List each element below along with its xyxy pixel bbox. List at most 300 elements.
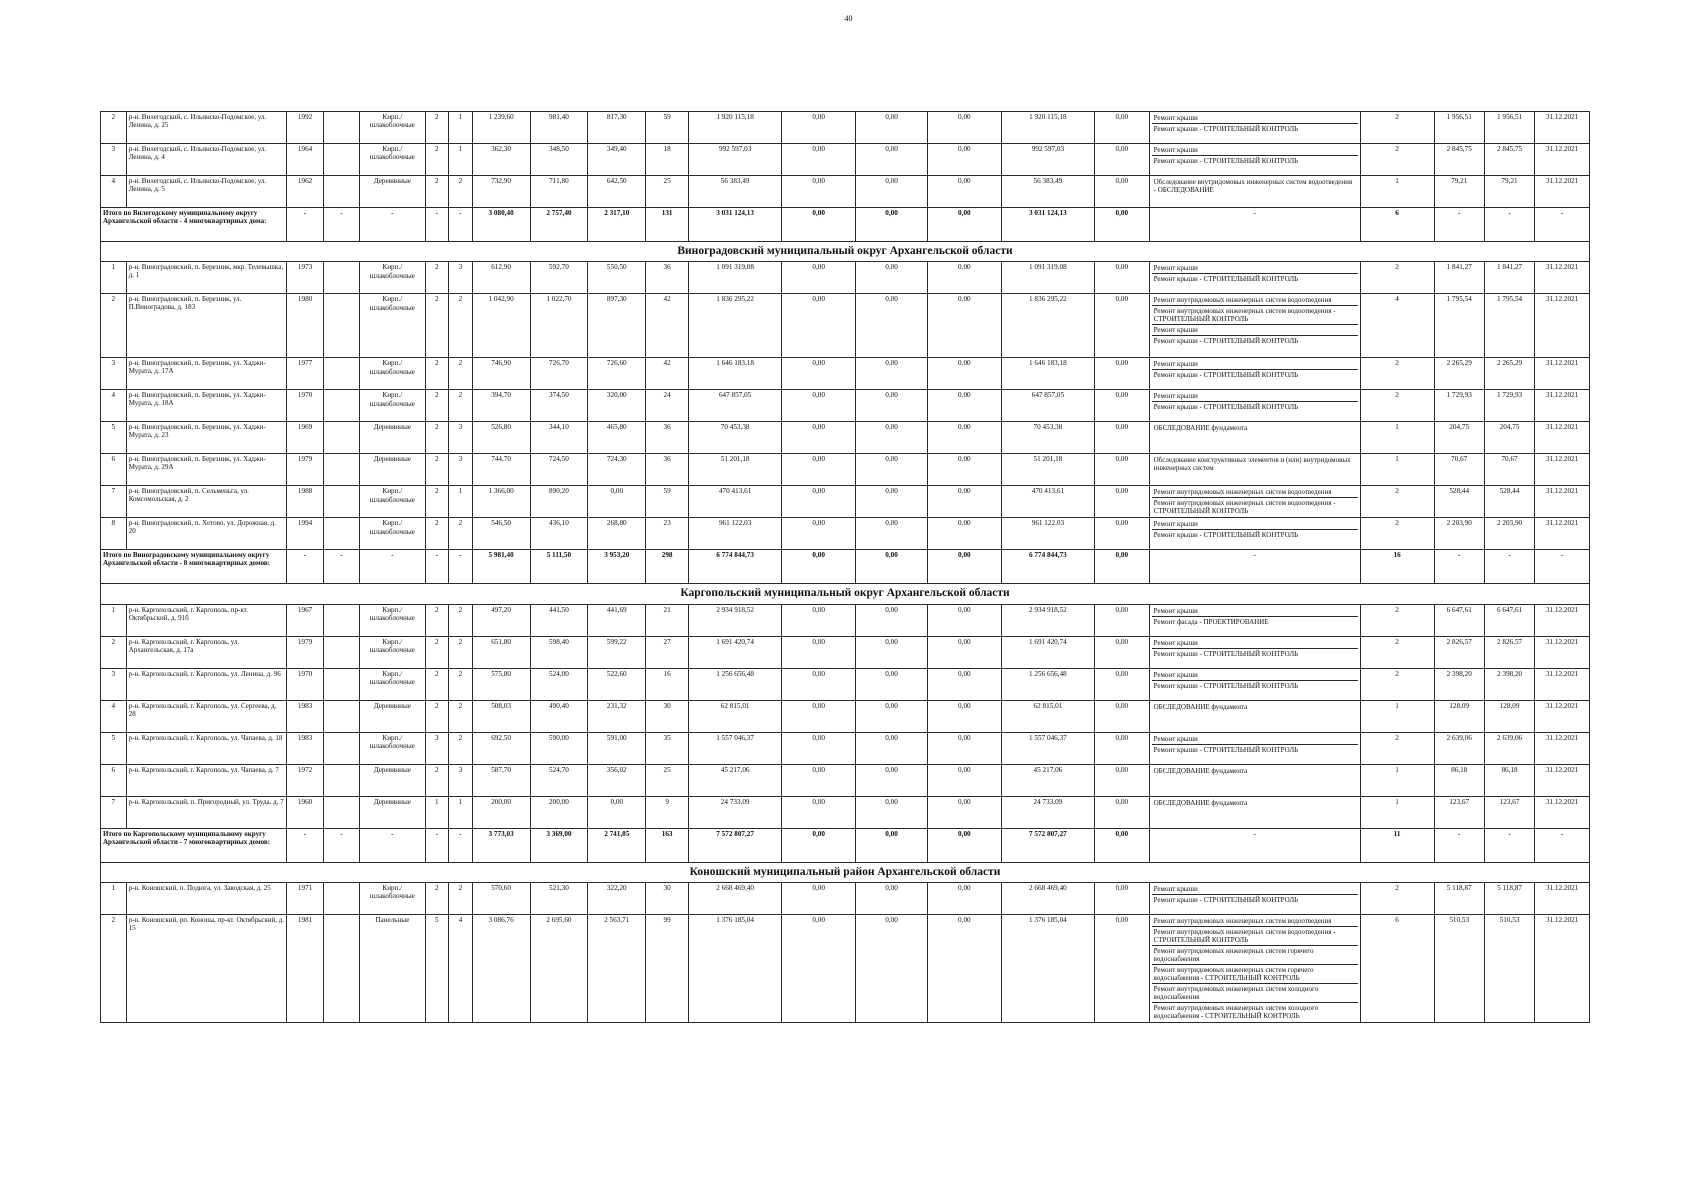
owned-area: 441,69 <box>588 604 646 636</box>
dash: - <box>1434 828 1484 862</box>
cost-other: 0,00 <box>1094 732 1149 764</box>
cost-federal: 0,00 <box>782 764 856 796</box>
cost-other: 0,00 <box>1094 486 1149 518</box>
cost-owners: 24 733,09 <box>1001 796 1094 828</box>
living-area: 490,40 <box>530 700 588 732</box>
cost-local: 0,00 <box>927 422 1001 454</box>
residents: 36 <box>646 422 689 454</box>
table-row <box>101 144 1590 176</box>
cost-other: 0,00 <box>1094 422 1149 454</box>
entrances: 2 <box>449 636 473 668</box>
owned-area: 897,30 <box>588 294 646 358</box>
cost-federal-sum: 0,00 <box>782 550 856 584</box>
work-item: Ремонт крыши - СТРОИТЕЛЬНЫЙ КОНТРОЛЬ <box>1153 157 1299 166</box>
entrances: 2 <box>449 700 473 732</box>
living-area: 726,70 <box>530 358 588 390</box>
works-list <box>1149 668 1360 700</box>
unit-cost: 70,67 <box>1434 454 1484 486</box>
cost-federal: 0,00 <box>782 176 856 208</box>
cost-other: 0,00 <box>1094 604 1149 636</box>
row-number: 4 <box>101 700 127 732</box>
cost-regional: 0,00 <box>856 636 928 668</box>
cost-other: 0,00 <box>1094 262 1149 294</box>
work-item: Ремонт крыши <box>1152 359 1358 370</box>
work-item: Ремонт крыши <box>1152 670 1358 681</box>
work-item: Ремонт внутридомовых инженерных систем водоотведения <box>1152 295 1358 306</box>
cost-local: 0,00 <box>927 144 1001 176</box>
completion-date: 31.12.2021 <box>1535 796 1590 828</box>
works-count: 2 <box>1360 144 1434 176</box>
unit-cost-limit: 2 826,57 <box>1484 636 1534 668</box>
year-overhaul <box>323 454 359 486</box>
completion-date: 31.12.2021 <box>1535 262 1590 294</box>
entrances: 2 <box>449 668 473 700</box>
residents: 25 <box>646 176 689 208</box>
dash: - <box>360 208 425 242</box>
residents: 59 <box>646 112 689 144</box>
entrances: 3 <box>449 764 473 796</box>
cost-owners: 1 691 420,74 <box>1001 636 1094 668</box>
unit-cost-limit: 128,09 <box>1484 700 1534 732</box>
living-area: 598,40 <box>530 636 588 668</box>
works-list <box>1149 796 1360 828</box>
year-built: 1964 <box>287 144 323 176</box>
cost-regional: 0,00 <box>856 914 928 1023</box>
work-item: Ремонт внутридомовых инженерных систем водоотведения <box>1152 916 1358 927</box>
cost-other: 0,00 <box>1094 454 1149 486</box>
total-area: 612,90 <box>472 262 530 294</box>
works-count: 6 <box>1360 914 1434 1023</box>
completion-date: 31.12.2021 <box>1535 294 1590 358</box>
wall-material: Кирп./шлакоблочные <box>360 112 425 144</box>
cost-local: 0,00 <box>927 700 1001 732</box>
cost-regional: 0,00 <box>856 732 928 764</box>
works-list <box>1149 422 1360 454</box>
total-area: 1 366,00 <box>472 486 530 518</box>
unit-cost-limit: 2 845,75 <box>1484 144 1534 176</box>
owned-area-sum: 3 953,20 <box>588 550 646 584</box>
entrances: 2 <box>449 358 473 390</box>
works-count: 2 <box>1360 262 1434 294</box>
work-item: Ремонт внутридомовых инженерных систем горячего водоснабжения <box>1152 946 1358 965</box>
dash: - <box>1484 208 1534 242</box>
year-overhaul <box>323 294 359 358</box>
total-area: 692,50 <box>472 732 530 764</box>
works-count: 1 <box>1360 176 1434 208</box>
total-area: 746,90 <box>472 358 530 390</box>
total-row <box>101 550 1590 584</box>
cost-local: 0,00 <box>927 636 1001 668</box>
row-number: 2 <box>101 294 127 358</box>
works-count: 1 <box>1360 700 1434 732</box>
table-row <box>101 422 1590 454</box>
entrances: 2 <box>449 176 473 208</box>
table-row <box>101 390 1590 422</box>
year-built: 1994 <box>287 518 323 550</box>
works-list <box>1149 764 1360 796</box>
unit-cost-limit: 204,75 <box>1484 422 1534 454</box>
residents: 30 <box>646 700 689 732</box>
cost-owners: 1 557 046,37 <box>1001 732 1094 764</box>
cost-regional: 0,00 <box>856 390 928 422</box>
dash: - <box>1149 208 1360 242</box>
cost-other-sum: 0,00 <box>1094 828 1149 862</box>
owned-area: 268,80 <box>588 518 646 550</box>
row-number: 1 <box>101 262 127 294</box>
wall-material: Деревянные <box>360 796 425 828</box>
cost-other: 0,00 <box>1094 358 1149 390</box>
dash: - <box>323 208 359 242</box>
year-built: 1962 <box>287 176 323 208</box>
floors: 2 <box>425 358 449 390</box>
year-overhaul <box>323 390 359 422</box>
cost-local-sum: 0,00 <box>927 550 1001 584</box>
work-item: Ремонт внутридомовых инженерных систем водоотведения <box>1152 487 1358 498</box>
unit-cost-limit: 2 203,90 <box>1484 518 1534 550</box>
cost-total: 1 557 046,37 <box>689 732 782 764</box>
wall-material: Кирп./шлакоблочные <box>360 518 425 550</box>
total-area-sum: 5 981,40 <box>472 550 530 584</box>
row-number: 7 <box>101 486 127 518</box>
works-count: 2 <box>1360 604 1434 636</box>
work-item: Ремонт крыши <box>1152 113 1358 124</box>
total-area: 1 042,90 <box>472 294 530 358</box>
cost-owners: 45 217,06 <box>1001 764 1094 796</box>
living-area: 592,70 <box>530 262 588 294</box>
unit-cost: 2 398,20 <box>1434 668 1484 700</box>
works-count: 2 <box>1360 518 1434 550</box>
unit-cost-limit: 510,53 <box>1484 914 1534 1023</box>
section-title: Каргопольский муниципальный округ Архангельской области <box>101 584 1590 604</box>
address: р-н. Виноградовский, п. Березник, мкр. Телевышка, д. 1 <box>126 262 287 294</box>
cost-total: 992 597,03 <box>689 144 782 176</box>
works-count: 2 <box>1360 390 1434 422</box>
address: р-н. Виноградовский, п. Сельменьга, ул. Комсомольская, д. 2 <box>126 486 287 518</box>
owned-area: 724,30 <box>588 454 646 486</box>
cost-federal: 0,00 <box>782 796 856 828</box>
residents: 16 <box>646 668 689 700</box>
residents: 25 <box>646 764 689 796</box>
table-row <box>101 668 1590 700</box>
total-label: Итого по Вилегодскому муниципальному округу Архангельской области - 4 многоквартирных дома: <box>101 208 287 242</box>
address: р-н. Виноградовский, п. Березник, ул. Хаджи-Мурата, д. 29А <box>126 454 287 486</box>
completion-date: 31.12.2021 <box>1535 636 1590 668</box>
unit-cost: 6 647,61 <box>1434 604 1484 636</box>
cost-federal: 0,00 <box>782 112 856 144</box>
dash: - <box>1484 828 1534 862</box>
cost-regional: 0,00 <box>856 422 928 454</box>
total-row <box>101 828 1590 862</box>
year-built: 1979 <box>287 454 323 486</box>
unit-cost: 5 118,87 <box>1434 882 1484 914</box>
living-area: 524,00 <box>530 668 588 700</box>
completion-date: 31.12.2021 <box>1535 422 1590 454</box>
works-list <box>1149 358 1360 390</box>
residents-sum: 131 <box>646 208 689 242</box>
owned-area: 320,00 <box>588 390 646 422</box>
unit-cost-limit: 528,44 <box>1484 486 1534 518</box>
cost-owners-sum: 7 572 807,27 <box>1001 828 1094 862</box>
unit-cost-limit: 1 795,54 <box>1484 294 1534 358</box>
row-number: 2 <box>101 636 127 668</box>
dash: - <box>1434 208 1484 242</box>
cost-local: 0,00 <box>927 486 1001 518</box>
cost-owners: 1 091 319,08 <box>1001 262 1094 294</box>
works-count: 1 <box>1360 422 1434 454</box>
residents-sum: 163 <box>646 828 689 862</box>
work-item: Ремонт фасада - ПРОЕКТИРОВАНИЕ <box>1153 617 1269 626</box>
table-row <box>101 518 1590 550</box>
unit-cost: 86,18 <box>1434 764 1484 796</box>
floors: 2 <box>425 486 449 518</box>
cost-regional: 0,00 <box>856 796 928 828</box>
completion-date: 31.12.2021 <box>1535 604 1590 636</box>
table-row <box>101 604 1590 636</box>
year-built: 1981 <box>287 914 323 1023</box>
year-overhaul <box>323 518 359 550</box>
year-built: 1988 <box>287 486 323 518</box>
work-item: Обследование внутридомовых инженерных систем водоотведения - ОБСЛЕДОВАНИЕ <box>1153 178 1353 195</box>
cost-regional-sum: 0,00 <box>856 828 928 862</box>
wall-material: Кирп./шлакоблочные <box>360 604 425 636</box>
cost-federal-sum: 0,00 <box>782 208 856 242</box>
work-item: Ремонт крыши - СТРОИТЕЛЬНЫЙ КОНТРОЛЬ <box>1153 125 1299 134</box>
total-area: 526,80 <box>472 422 530 454</box>
cost-total: 1 920 115,18 <box>689 112 782 144</box>
dash: - <box>1535 828 1590 862</box>
cost-total: 70 453,38 <box>689 422 782 454</box>
works-list <box>1149 732 1360 764</box>
residents: 36 <box>646 454 689 486</box>
year-overhaul <box>323 144 359 176</box>
section-title: Виноградовский муниципальный округ Архангельской области <box>101 242 1590 262</box>
row-number: 4 <box>101 176 127 208</box>
dash: - <box>1535 208 1590 242</box>
cost-owners: 1 256 656,48 <box>1001 668 1094 700</box>
cost-total-sum: 3 031 124,13 <box>689 208 782 242</box>
owned-area: 550,50 <box>588 262 646 294</box>
works-list <box>1149 882 1360 914</box>
cost-federal: 0,00 <box>782 486 856 518</box>
work-item: Ремонт крыши <box>1152 519 1358 530</box>
cost-total: 56 383,49 <box>689 176 782 208</box>
year-built: 1960 <box>287 796 323 828</box>
year-overhaul <box>323 796 359 828</box>
table-row <box>101 176 1590 208</box>
completion-date: 31.12.2021 <box>1535 732 1590 764</box>
cost-other: 0,00 <box>1094 700 1149 732</box>
living-area: 344,10 <box>530 422 588 454</box>
row-number: 3 <box>101 144 127 176</box>
table-row <box>101 262 1590 294</box>
wall-material: Кирп./шлакоблочные <box>360 732 425 764</box>
owned-area-sum: 2 317,10 <box>588 208 646 242</box>
residents: 23 <box>646 518 689 550</box>
year-built: 1979 <box>287 636 323 668</box>
cost-other: 0,00 <box>1094 764 1149 796</box>
cost-local: 0,00 <box>927 294 1001 358</box>
floors: 3 <box>425 732 449 764</box>
floors: 2 <box>425 636 449 668</box>
row-number: 1 <box>101 604 127 636</box>
works-list <box>1149 636 1360 668</box>
work-item: Ремонт внутридомовых инженерных систем холодного водоснабжения - СТРОИТЕЛЬНЫЙ КОНТРОЛЬ <box>1153 1004 1319 1021</box>
address: р-н. Каргопольский, п. Пригородный, ул. Труда, д. 7 <box>126 796 287 828</box>
unit-cost-limit: 123,67 <box>1484 796 1534 828</box>
section-header <box>101 862 1590 882</box>
unit-cost: 2 265,29 <box>1434 358 1484 390</box>
works-list <box>1149 700 1360 732</box>
floors: 5 <box>425 914 449 1023</box>
work-item: ОБСЛЕДОВАНИЕ фундамента <box>1153 424 1248 433</box>
cost-local: 0,00 <box>927 262 1001 294</box>
work-item: ОБСЛЕДОВАНИЕ фундамента <box>1153 702 1248 711</box>
cost-total: 45 217,06 <box>689 764 782 796</box>
cost-total: 647 857,05 <box>689 390 782 422</box>
year-overhaul <box>323 176 359 208</box>
unit-cost-limit: 70,67 <box>1484 454 1534 486</box>
residents-sum: 298 <box>646 550 689 584</box>
completion-date: 31.12.2021 <box>1535 358 1590 390</box>
cost-local: 0,00 <box>927 358 1001 390</box>
address: р-н. Каргопольский, г. Каргополь, ул. Архангельская, д. 17а <box>126 636 287 668</box>
address: р-н. Вилегодский, с. Ильинско-Подомское, ул. Ленина, д. 25 <box>126 112 287 144</box>
floors: 2 <box>425 422 449 454</box>
unit-cost-limit: 5 118,87 <box>1484 882 1534 914</box>
owned-area: 817,30 <box>588 112 646 144</box>
completion-date: 31.12.2021 <box>1535 176 1590 208</box>
total-area-sum: 3 773,03 <box>472 828 530 862</box>
unit-cost-limit: 2 398,20 <box>1484 668 1534 700</box>
cost-regional: 0,00 <box>856 518 928 550</box>
total-area-sum: 3 080,40 <box>472 208 530 242</box>
year-overhaul <box>323 604 359 636</box>
unit-cost: 2 826,57 <box>1434 636 1484 668</box>
work-item: Ремонт внутридомовых инженерных систем водоотведения - СТРОИТЕЛЬНЫЙ КОНТРОЛЬ <box>1152 927 1358 946</box>
cost-local: 0,00 <box>927 914 1001 1023</box>
cost-total: 1 256 656,48 <box>689 668 782 700</box>
owned-area: 349,40 <box>588 144 646 176</box>
unit-cost: 2 203,90 <box>1434 518 1484 550</box>
total-row <box>101 208 1590 242</box>
wall-material: Деревянные <box>360 700 425 732</box>
living-area: 441,50 <box>530 604 588 636</box>
cost-other: 0,00 <box>1094 518 1149 550</box>
cost-regional: 0,00 <box>856 176 928 208</box>
living-area-sum: 2 757,40 <box>530 208 588 242</box>
unit-cost-limit: 1 729,93 <box>1484 390 1534 422</box>
table-row <box>101 454 1590 486</box>
living-area: 1 022,70 <box>530 294 588 358</box>
cost-total: 1 836 295,22 <box>689 294 782 358</box>
unit-cost-limit: 86,18 <box>1484 764 1534 796</box>
cost-owners: 51 201,18 <box>1001 454 1094 486</box>
unit-cost: 79,21 <box>1434 176 1484 208</box>
row-number: 3 <box>101 668 127 700</box>
row-number: 3 <box>101 358 127 390</box>
owned-area: 465,80 <box>588 422 646 454</box>
cost-regional: 0,00 <box>856 454 928 486</box>
work-item: Ремонт крыши <box>1152 325 1358 336</box>
year-built: 1983 <box>287 732 323 764</box>
cost-total: 1 091 319,08 <box>689 262 782 294</box>
work-item: Обследование конструктивных элементов и (или) внутридомовых инженерных систем <box>1153 456 1351 473</box>
year-overhaul <box>323 882 359 914</box>
work-item: Ремонт крыши - СТРОИТЕЛЬНЫЙ КОНТРОЛЬ <box>1153 337 1299 346</box>
owned-area: 322,20 <box>588 882 646 914</box>
cost-local: 0,00 <box>927 176 1001 208</box>
dash: - <box>425 208 449 242</box>
year-overhaul <box>323 422 359 454</box>
table-row <box>101 882 1590 914</box>
cost-other: 0,00 <box>1094 636 1149 668</box>
works-list <box>1149 914 1360 1023</box>
living-area-sum: 3 369,00 <box>530 828 588 862</box>
work-item: ОБСЛЕДОВАНИЕ фундамента <box>1153 766 1248 775</box>
completion-date: 31.12.2021 <box>1535 486 1590 518</box>
completion-date: 31.12.2021 <box>1535 144 1590 176</box>
dash: - <box>1149 828 1360 862</box>
cost-total-sum: 6 774 844,73 <box>689 550 782 584</box>
year-overhaul <box>323 668 359 700</box>
cost-regional: 0,00 <box>856 668 928 700</box>
year-overhaul <box>323 262 359 294</box>
entrances: 1 <box>449 796 473 828</box>
cost-local: 0,00 <box>927 668 1001 700</box>
cost-federal: 0,00 <box>782 422 856 454</box>
row-number: 5 <box>101 732 127 764</box>
dash: - <box>1484 550 1534 584</box>
dash: - <box>323 550 359 584</box>
residents: 59 <box>646 486 689 518</box>
cost-local: 0,00 <box>927 390 1001 422</box>
row-number: 2 <box>101 112 127 144</box>
owned-area: 356,02 <box>588 764 646 796</box>
year-built: 1977 <box>287 358 323 390</box>
owned-area: 2 563,71 <box>588 914 646 1023</box>
total-area: 394,70 <box>472 390 530 422</box>
row-number: 6 <box>101 454 127 486</box>
address: р-н. Виноградовский, п. Березник, ул. Хаджи-Мурата, д. 18А <box>126 390 287 422</box>
work-item: Ремонт крыши - СТРОИТЕЛЬНЫЙ КОНТРОЛЬ <box>1153 745 1299 754</box>
work-item: Ремонт крыши - СТРОИТЕЛЬНЫЙ КОНТРОЛЬ <box>1153 895 1299 904</box>
cost-total: 470 413,61 <box>689 486 782 518</box>
residents: 21 <box>646 604 689 636</box>
address: р-н. Каргопольский, г. Каргополь, пр-кт. Октябрьский, д. 91б <box>126 604 287 636</box>
owned-area: 231,32 <box>588 700 646 732</box>
unit-cost-limit: 79,21 <box>1484 176 1534 208</box>
living-area: 590,00 <box>530 732 588 764</box>
dash: - <box>360 550 425 584</box>
cost-owners: 2 934 918,52 <box>1001 604 1094 636</box>
completion-date: 31.12.2021 <box>1535 454 1590 486</box>
dash: - <box>425 550 449 584</box>
work-item: Ремонт внутридомовых инженерных систем холодного водоснабжения <box>1152 984 1358 1003</box>
owned-area: 591,00 <box>588 732 646 764</box>
unit-cost: 204,75 <box>1434 422 1484 454</box>
cost-total: 51 201,18 <box>689 454 782 486</box>
year-built: 1983 <box>287 700 323 732</box>
cost-federal-sum: 0,00 <box>782 828 856 862</box>
work-item: Ремонт внутридомовых инженерных систем горячего водоснабжения - СТРОИТЕЛЬНЫЙ КОНТРОЛЬ <box>1152 965 1358 984</box>
year-overhaul <box>323 636 359 668</box>
floors: 2 <box>425 144 449 176</box>
row-number: 7 <box>101 796 127 828</box>
cost-other: 0,00 <box>1094 390 1149 422</box>
cost-total: 1 376 185,04 <box>689 914 782 1023</box>
wall-material: Панельные <box>360 914 425 1023</box>
dash: - <box>360 828 425 862</box>
